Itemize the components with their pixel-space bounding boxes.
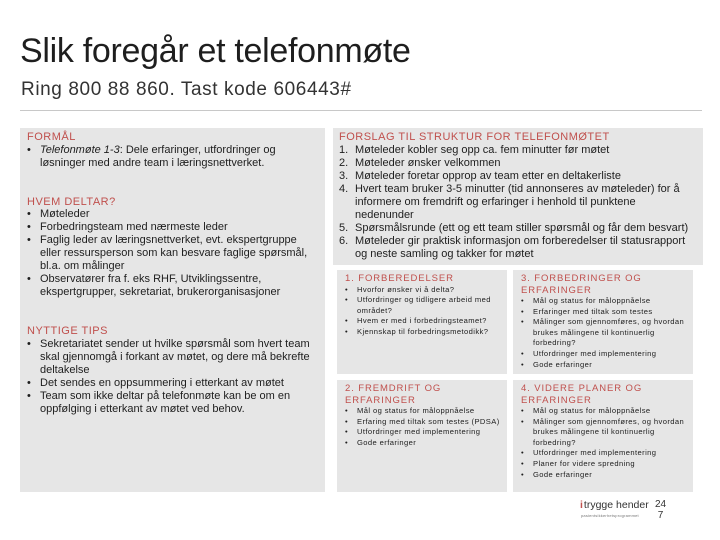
slide-subtitle: Ring 800 88 860. Tast kode 606443#: [21, 79, 352, 100]
brand-accent: i: [580, 499, 583, 511]
list-item: • Gode erfaringer: [345, 438, 501, 449]
section-heading-hvem: HVEM DELTAR?: [27, 195, 116, 208]
box-list: [521, 406, 687, 480]
item-number: 3.: [339, 169, 349, 182]
list-item: • Målinger som gjennomføres, og hvordan brukes målingene til kontinuerlig forbedring?: [521, 317, 687, 349]
box-heading: 3. FORBEDRINGER OG ERFARINGER: [521, 273, 642, 296]
section-heading-tips: NYTTIGE TIPS: [27, 325, 108, 338]
item-text: Møteleder kobler seg opp ca. fem minutter før møtet: [355, 143, 610, 156]
item-number: 2.: [339, 156, 349, 169]
numbered-item: [339, 144, 697, 157]
box-list: [345, 285, 501, 338]
title-divider: [20, 110, 702, 111]
list-item: • Erfaringer med tiltak som testes: [521, 307, 687, 318]
box-forberedelser: [337, 270, 507, 374]
numbered-item: [339, 157, 697, 170]
brand-logo: [580, 499, 649, 511]
numbered-item: [339, 235, 697, 261]
list-item: • Det sendes en oppsummering i etterkant av møtet: [27, 377, 319, 390]
list-item: • Utfordringer med implementering: [521, 448, 687, 459]
box-list: [345, 406, 501, 448]
box-heading: 4. VIDERE PLANER OG ERFARINGER: [521, 383, 643, 406]
page-number: 7: [657, 510, 664, 521]
list-item: • Observatører fra f. eks RHF, Utviklingssentre, ekspertgrupper, sekretariat, brukerorganisasjoner: [27, 273, 319, 299]
brand-text: trygge hender: [583, 499, 649, 511]
brand-suffix: 24: [655, 499, 667, 510]
structure-panel: [333, 128, 703, 265]
list-item: [27, 144, 319, 170]
list-item: • Gode erfaringer: [521, 470, 687, 481]
tips-list: [27, 338, 319, 416]
emphasis-text: Telefonmøte 1-3: [40, 143, 120, 156]
box-fremdrift: [337, 380, 507, 492]
page-number-block: [655, 499, 666, 521]
item-number: 4.: [339, 182, 349, 195]
box-heading: 2. FREMDRIFT OG ERFARINGER: [345, 383, 442, 406]
list-item: • Utfordringer med implementering: [345, 427, 501, 438]
numbered-item: [339, 222, 697, 235]
item-number: 6.: [339, 234, 349, 247]
brand-subtitle: pasientsikkerhetsprogrammet: [581, 513, 639, 518]
box-forbedringer: [513, 270, 693, 374]
list-item: • Utfordringer med implementering: [521, 349, 687, 360]
item-text: Hvert team bruker 3-5 minutter (tid annonseres av møteleder) for å informere om fremdrift og erfaringer i henhold til punktene nedenunder: [355, 182, 680, 221]
list-item: • Faglig leder av læringsnettverket, evt. ekspertgruppe eller ressursperson som kan besvare faglige spørsmål, bl.a. om målinger: [27, 234, 319, 273]
list-item: • Mål og status for måloppnåelse: [521, 406, 687, 417]
structure-list: [339, 144, 697, 261]
list-item: • Team som ikke deltar på telefonmøte kan be om en oppfølging i etterkant av møtet ved behov.: [27, 390, 319, 416]
box-list: [521, 296, 687, 370]
list-item: • Hvorfor ønsker vi å delta?: [345, 285, 501, 296]
list-item: • Planer for videre spredning: [521, 459, 687, 470]
formaal-list: [27, 144, 319, 170]
list-item: • Målinger som gjennomføres, og hvordan brukes målingene til kontinuerlig forbedring?: [521, 417, 687, 449]
item-text: Møteleder foretar opprop av team etter en deltakerliste: [355, 169, 621, 182]
list-item: • Erfaring med tiltak som testes (PDSA): [345, 417, 501, 428]
list-item: • Hvem er med i forbedringsteamet?: [345, 316, 501, 327]
list-item: • Sekretariatet sender ut hvilke spørsmål som hvert team skal gjennomgå i forkant av møtet, og dere må bekrefte deltakelse: [27, 338, 319, 377]
numbered-item: [339, 170, 697, 183]
item-number: 5.: [339, 221, 349, 234]
item-text: Spørsmålsrunde (ett og ett team stiller spørsmål og får dem besvart): [355, 221, 689, 234]
list-item: • Forbedringsteam med nærmeste leder: [27, 221, 319, 234]
left-panel: [20, 128, 325, 492]
list-item: • Utfordringer og tidligere arbeid med området?: [345, 295, 501, 316]
box-videre-planer: [513, 380, 693, 492]
numbered-item: [339, 183, 697, 222]
hvem-list: [27, 208, 319, 299]
section-heading-structure: FORSLAG TIL STRUKTUR FOR TELEFONMØTET: [339, 131, 610, 143]
item-text: Møteleder ønsker velkommen: [355, 156, 501, 169]
list-item: • Mål og status for måloppnåelse: [345, 406, 501, 417]
item-number: 1.: [339, 143, 349, 156]
box-heading: 1. FORBEREDELSER: [345, 273, 454, 284]
list-item: • Kjennskap til forbedringsmetodikk?: [345, 327, 501, 338]
slide-title: Slik foregår et telefonmøte: [20, 32, 411, 70]
list-item-text: : Dele erfaringer, utfordringer og løsninger med andre team i læringsnettverket.: [40, 143, 276, 169]
list-item: • Mål og status for måloppnåelse: [521, 296, 687, 307]
list-item: • Møteleder: [27, 208, 319, 221]
section-heading-formaal: FORMÅL: [27, 131, 76, 143]
item-text: Møteleder gir praktisk informasjon om forberedelser til statusrapport og neste samling og takker for møtet: [355, 234, 686, 260]
list-item: • Gode erfaringer: [521, 360, 687, 371]
